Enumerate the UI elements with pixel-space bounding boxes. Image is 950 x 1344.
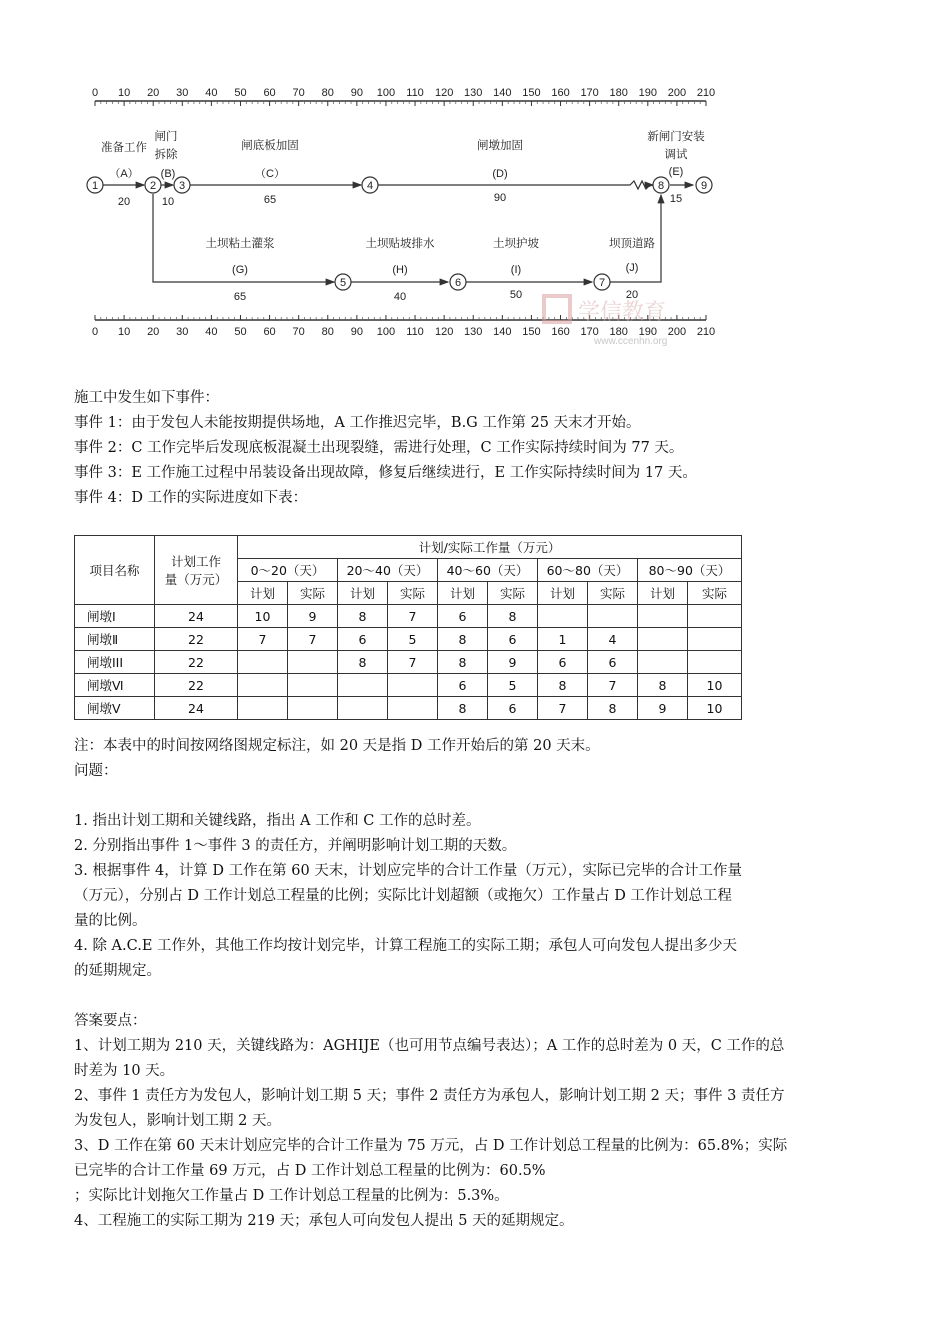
event-3: 事件 3：E 工作施工过程中吊装设备出现故障，修复后继续进行，E 工作实际持续时间为 17 天。 <box>74 465 697 481</box>
header-plan: 计划 <box>538 582 588 605</box>
axis-tick-label: 170 <box>580 87 599 99</box>
axis-tick-label: 120 <box>434 87 454 99</box>
node-label-1: 1 <box>91 180 99 192</box>
cell-plan: 9 <box>638 697 688 720</box>
cell-plan: 10 <box>238 605 288 628</box>
question-1: 1. 指出计划工期和关键线路，指出 A 工作和 C 工作的总时差。 <box>74 813 481 829</box>
row-planned-total: 22 <box>155 628 238 651</box>
axis-tick-label: 30 <box>176 87 189 99</box>
cell-actual <box>288 697 338 720</box>
cell-plan <box>338 674 388 697</box>
row-planned-total: 22 <box>155 651 238 674</box>
cell-plan: 8 <box>538 674 588 697</box>
axis-tick-label: 130 <box>464 87 483 99</box>
cell-actual: 7 <box>388 651 438 674</box>
network-diagram <box>78 82 738 354</box>
answer-3-line-2: 已完毕的合计工作量 69 万元，占 D 工作计划总工程量的比例为：60.5% <box>74 1163 546 1179</box>
activity-c-duration: 65 <box>263 194 277 206</box>
cell-plan <box>638 628 688 651</box>
cell-plan: 1 <box>538 628 588 651</box>
cell-actual: 8 <box>588 697 638 720</box>
events-section <box>74 386 697 511</box>
activity-d-name: 闸墩加固 <box>477 138 523 152</box>
cell-actual <box>288 651 338 674</box>
axis-tick-label: 140 <box>493 326 512 338</box>
header-item-name: 项目名称 <box>75 536 155 605</box>
cell-actual: 7 <box>288 628 338 651</box>
activity-a-name: 准备工作 <box>101 140 147 154</box>
activity-g-code: (G) <box>232 264 248 276</box>
cell-actual <box>288 674 338 697</box>
axis-tick-label: 10 <box>117 326 131 338</box>
cell-actual: 5 <box>488 674 538 697</box>
node-label-4: 4 <box>366 180 374 192</box>
axis-tick-label: 100 <box>376 87 396 99</box>
axis-tick-label: 140 <box>493 87 512 99</box>
event-1: 事件 1：由于发包人未能按期提供场地，A 工作推迟完毕，B.G 工作第 25 天末才开始。 <box>74 415 641 431</box>
axis-tick-label: 90 <box>350 87 363 99</box>
axis-tick-label: 100 <box>376 326 396 338</box>
activity-j-name: 坝顶道路 <box>609 236 655 250</box>
question-3-line-2: （万元），分别占 D 工作计划总工程量的比例；实际比计划超额（或拖欠）工作量占 D 工作计划总工程 <box>74 888 732 904</box>
activity-e-name-2: 调试 <box>664 147 688 161</box>
row-name: 闸墩Ⅰ <box>75 605 155 628</box>
cell-actual: 10 <box>688 674 742 697</box>
question-2: 2. 分别指出事件 1～事件 3 的责任方，并阐明影响计划工期的天数。 <box>74 838 517 854</box>
axis-tick-label: 50 <box>234 326 247 338</box>
cell-plan <box>638 605 688 628</box>
cell-plan: 6 <box>538 651 588 674</box>
header-actual: 实际 <box>388 582 438 605</box>
header-planned-total: 计划工作 量（万元） <box>155 536 238 605</box>
axis-tick-label: 210 <box>696 87 716 99</box>
axis-tick-label: 200 <box>667 326 687 338</box>
row-name: 闸墩Ⅵ <box>75 674 155 697</box>
cell-plan <box>238 651 288 674</box>
activity-g-duration: 65 <box>233 291 247 303</box>
axis-tick-label: 20 <box>147 326 160 338</box>
header-period: 60～80（天） <box>538 559 638 582</box>
watermark <box>544 296 667 347</box>
axis-tick-label: 40 <box>205 87 218 99</box>
cell-plan: 6 <box>438 674 488 697</box>
watermark-text: 学信教育 <box>578 300 667 325</box>
cell-actual: 9 <box>488 651 538 674</box>
cell-plan: 7 <box>238 628 288 651</box>
activity-i-name: 土坝护坡 <box>493 236 539 250</box>
axis-tick-label: 110 <box>406 326 424 338</box>
answer-1-line-1: 1、计划工期为 210 天，关键线路为：AGHIJE（也可用节点编号表达）；A 工作的总时差为 0 天，C 工作的总 <box>74 1038 785 1054</box>
activity-j-code: (J) <box>625 262 639 274</box>
progress-table-wrap <box>74 535 742 720</box>
axis-tick-label: 80 <box>321 326 334 338</box>
axis-tick-label: 60 <box>263 326 276 338</box>
answers-section <box>74 1009 787 1234</box>
header-plan: 计划 <box>638 582 688 605</box>
cell-plan: 6 <box>338 628 388 651</box>
activity-g-name: 土坝粘土灌浆 <box>205 236 275 250</box>
cell-plan <box>538 605 588 628</box>
row-planned-total: 24 <box>155 697 238 720</box>
axis-tick-label: 40 <box>205 326 218 338</box>
header-plan: 计划 <box>438 582 488 605</box>
event-4: 事件 4：D 工作的实际进度如下表： <box>74 490 308 506</box>
cell-actual <box>588 605 638 628</box>
axis-tick-label: 200 <box>667 87 687 99</box>
answer-2-line-2: 为发包人，影响计划工期 2 天。 <box>74 1113 281 1129</box>
cell-actual: 9 <box>288 605 338 628</box>
cell-actual: 6 <box>588 651 638 674</box>
cell-actual <box>388 697 438 720</box>
activity-d-duration: 90 <box>493 192 507 204</box>
time-axis-top <box>92 87 715 106</box>
cell-plan: 7 <box>538 697 588 720</box>
activity-d-code: (D) <box>492 168 508 180</box>
axis-tick-label: 160 <box>551 87 570 99</box>
activity-e-code: (E) <box>668 166 684 178</box>
answer-2-line-1: 2、事件 1 责任方为发包人，影响计划工期 5 天；事件 2 责任方为承包人，影响计划工期 2 天；事件 3 责任方 <box>74 1088 785 1104</box>
cell-actual: 6 <box>488 628 538 651</box>
axis-tick-label: 150 <box>522 326 541 338</box>
axis-tick-label: 180 <box>609 326 628 338</box>
activity-b-name-2: 拆除 <box>154 147 178 161</box>
activity-j-duration: 20 <box>625 289 639 301</box>
table-note: 注：本表中的时间按网络图规定标注，如 20 天是指 D 工作开始后的第 20 天末。 <box>74 738 600 754</box>
cell-plan: 8 <box>338 651 388 674</box>
axis-tick-label: 180 <box>609 87 628 99</box>
table-row <box>75 628 742 651</box>
cell-actual: 5 <box>388 628 438 651</box>
cell-actual: 10 <box>688 697 742 720</box>
row-name: 闸墩Ⅱ <box>75 628 155 651</box>
activity-c-name: 闸底板加固 <box>241 138 299 152</box>
cell-plan <box>638 651 688 674</box>
header-plan: 计划 <box>338 582 388 605</box>
cell-plan <box>238 674 288 697</box>
header-plan: 计划 <box>238 582 288 605</box>
node-label-8: 8 <box>657 180 665 192</box>
axis-tick-label: 0 <box>91 87 99 99</box>
axis-tick-label: 110 <box>406 87 424 99</box>
cell-plan: 6 <box>438 605 488 628</box>
watermark-url: www.ccenhn.org <box>594 336 668 347</box>
node-label-5: 5 <box>339 277 347 289</box>
table-body <box>75 605 742 720</box>
answer-3-line-1: 3、D 工作在第 60 天末计划应完毕的合计工作量为 75 万元，占 D 工作计划总工程量的比例为：65.8%；实际 <box>74 1138 788 1154</box>
header-period: 20～40（天） <box>338 559 438 582</box>
axis-tick-label: 190 <box>638 87 657 99</box>
axis-tick-label: 210 <box>696 326 716 338</box>
axis-tick-label: 190 <box>638 326 657 338</box>
axis-tick-label: 70 <box>292 87 305 99</box>
activity-a-code: （A） <box>109 168 139 180</box>
axis-tick-label: 130 <box>464 326 483 338</box>
header-period: 80～90（天） <box>638 559 742 582</box>
cell-plan: 8 <box>438 651 488 674</box>
cell-plan: 8 <box>338 605 388 628</box>
cell-actual: 8 <box>488 605 538 628</box>
row-planned-total: 22 <box>155 674 238 697</box>
question-3-line-3: 量的比例。 <box>74 913 147 929</box>
header-actual: 实际 <box>288 582 338 605</box>
cell-actual: 7 <box>588 674 638 697</box>
cell-plan <box>238 697 288 720</box>
axis-tick-label: 90 <box>350 326 363 338</box>
table-row <box>75 674 742 697</box>
header-actual: 实际 <box>688 582 742 605</box>
header-period: 40～60（天） <box>438 559 538 582</box>
cell-actual <box>388 674 438 697</box>
questions-section <box>74 734 742 984</box>
axis-tick-label: 30 <box>176 326 189 338</box>
axis-tick-label: 50 <box>234 87 247 99</box>
question-4-line-2: 的延期规定。 <box>74 963 161 979</box>
axis-tick-label: 150 <box>522 87 541 99</box>
activity-h-name: 土坝贴坡排水 <box>365 236 435 250</box>
axis-tick-label: 70 <box>292 326 305 338</box>
cell-plan <box>338 697 388 720</box>
axis-tick-label: 0 <box>91 326 99 338</box>
header-period: 0～20（天） <box>238 559 338 582</box>
answers-title: 答案要点： <box>74 1013 147 1029</box>
table-row <box>75 697 742 720</box>
row-name: 闸墩Ⅴ <box>75 697 155 720</box>
activity-i-duration: 50 <box>509 289 523 301</box>
axis-tick-label: 20 <box>147 87 160 99</box>
node-label-3: 3 <box>178 180 186 192</box>
arrow-d <box>378 181 653 189</box>
cell-actual <box>688 651 742 674</box>
question-label: 问题： <box>74 763 118 779</box>
question-3-line-1: 3. 根据事件 4，计算 D 工作在第 60 天末，计划应完毕的合计工作量（万元），实际已完毕的合计工作量 <box>74 863 743 879</box>
node-label-2: 2 <box>149 180 157 192</box>
header-group: 计划/实际工作量（万元） <box>238 536 742 559</box>
cell-actual: 4 <box>588 628 638 651</box>
cell-plan: 8 <box>438 697 488 720</box>
cell-plan: 8 <box>438 628 488 651</box>
header-actual: 实际 <box>588 582 638 605</box>
axis-tick-label: 120 <box>434 326 454 338</box>
progress-table <box>74 535 742 720</box>
axis-tick-label: 10 <box>117 87 131 99</box>
axis-tick-label: 170 <box>580 326 599 338</box>
axis-tick-label: 80 <box>321 87 334 99</box>
activity-b-code: (B) <box>160 168 176 180</box>
activity-c-code: （C） <box>255 168 285 180</box>
node-label-6: 6 <box>454 277 462 289</box>
activity-i-code: (I) <box>510 264 522 276</box>
table-row <box>75 605 742 628</box>
cell-plan: 8 <box>638 674 688 697</box>
activity-a-duration: 20 <box>117 196 131 208</box>
cell-actual <box>688 628 742 651</box>
question-4-line-1: 4. 除 A.C.E 工作外，其他工作均按计划完毕，计算工程施工的实际工期；承包人可向发包人提出多少天 <box>74 938 738 954</box>
header-actual: 实际 <box>488 582 538 605</box>
activity-b-duration: 10 <box>161 196 175 208</box>
cell-actual: 6 <box>488 697 538 720</box>
activity-e-name-1: 新闸门安装 <box>647 129 705 143</box>
cell-actual <box>688 605 742 628</box>
answer-4: 4、工程施工的实际工期为 219 天；承包人可向发包人提出 5 天的延期规定。 <box>74 1213 574 1229</box>
activity-h-duration: 40 <box>393 291 407 303</box>
cell-actual: 7 <box>388 605 438 628</box>
node-label-7: 7 <box>598 277 606 289</box>
answer-3-line-3: ；实际比计划拖欠工作量占 D 工作计划总工程量的比例为：5.3%。 <box>74 1188 509 1204</box>
activity-e-duration: 15 <box>669 193 683 205</box>
activity-h-code: (H) <box>392 264 408 276</box>
row-name: 闸墩III <box>75 651 155 674</box>
events-intro: 施工中发生如下事件： <box>74 390 219 406</box>
event-2: 事件 2：C 工作完毕后发现底板混凝土出现裂缝，需进行处理，C 工作实际持续时间为 77 天。 <box>74 440 684 456</box>
answer-1-line-2: 时差为 10 天。 <box>74 1063 175 1079</box>
activity-b-name-1: 闸门 <box>154 129 178 143</box>
row-planned-total: 24 <box>155 605 238 628</box>
axis-tick-label: 160 <box>551 326 570 338</box>
table-row <box>75 651 742 674</box>
axis-tick-label: 60 <box>263 87 276 99</box>
node-label-9: 9 <box>700 180 708 192</box>
